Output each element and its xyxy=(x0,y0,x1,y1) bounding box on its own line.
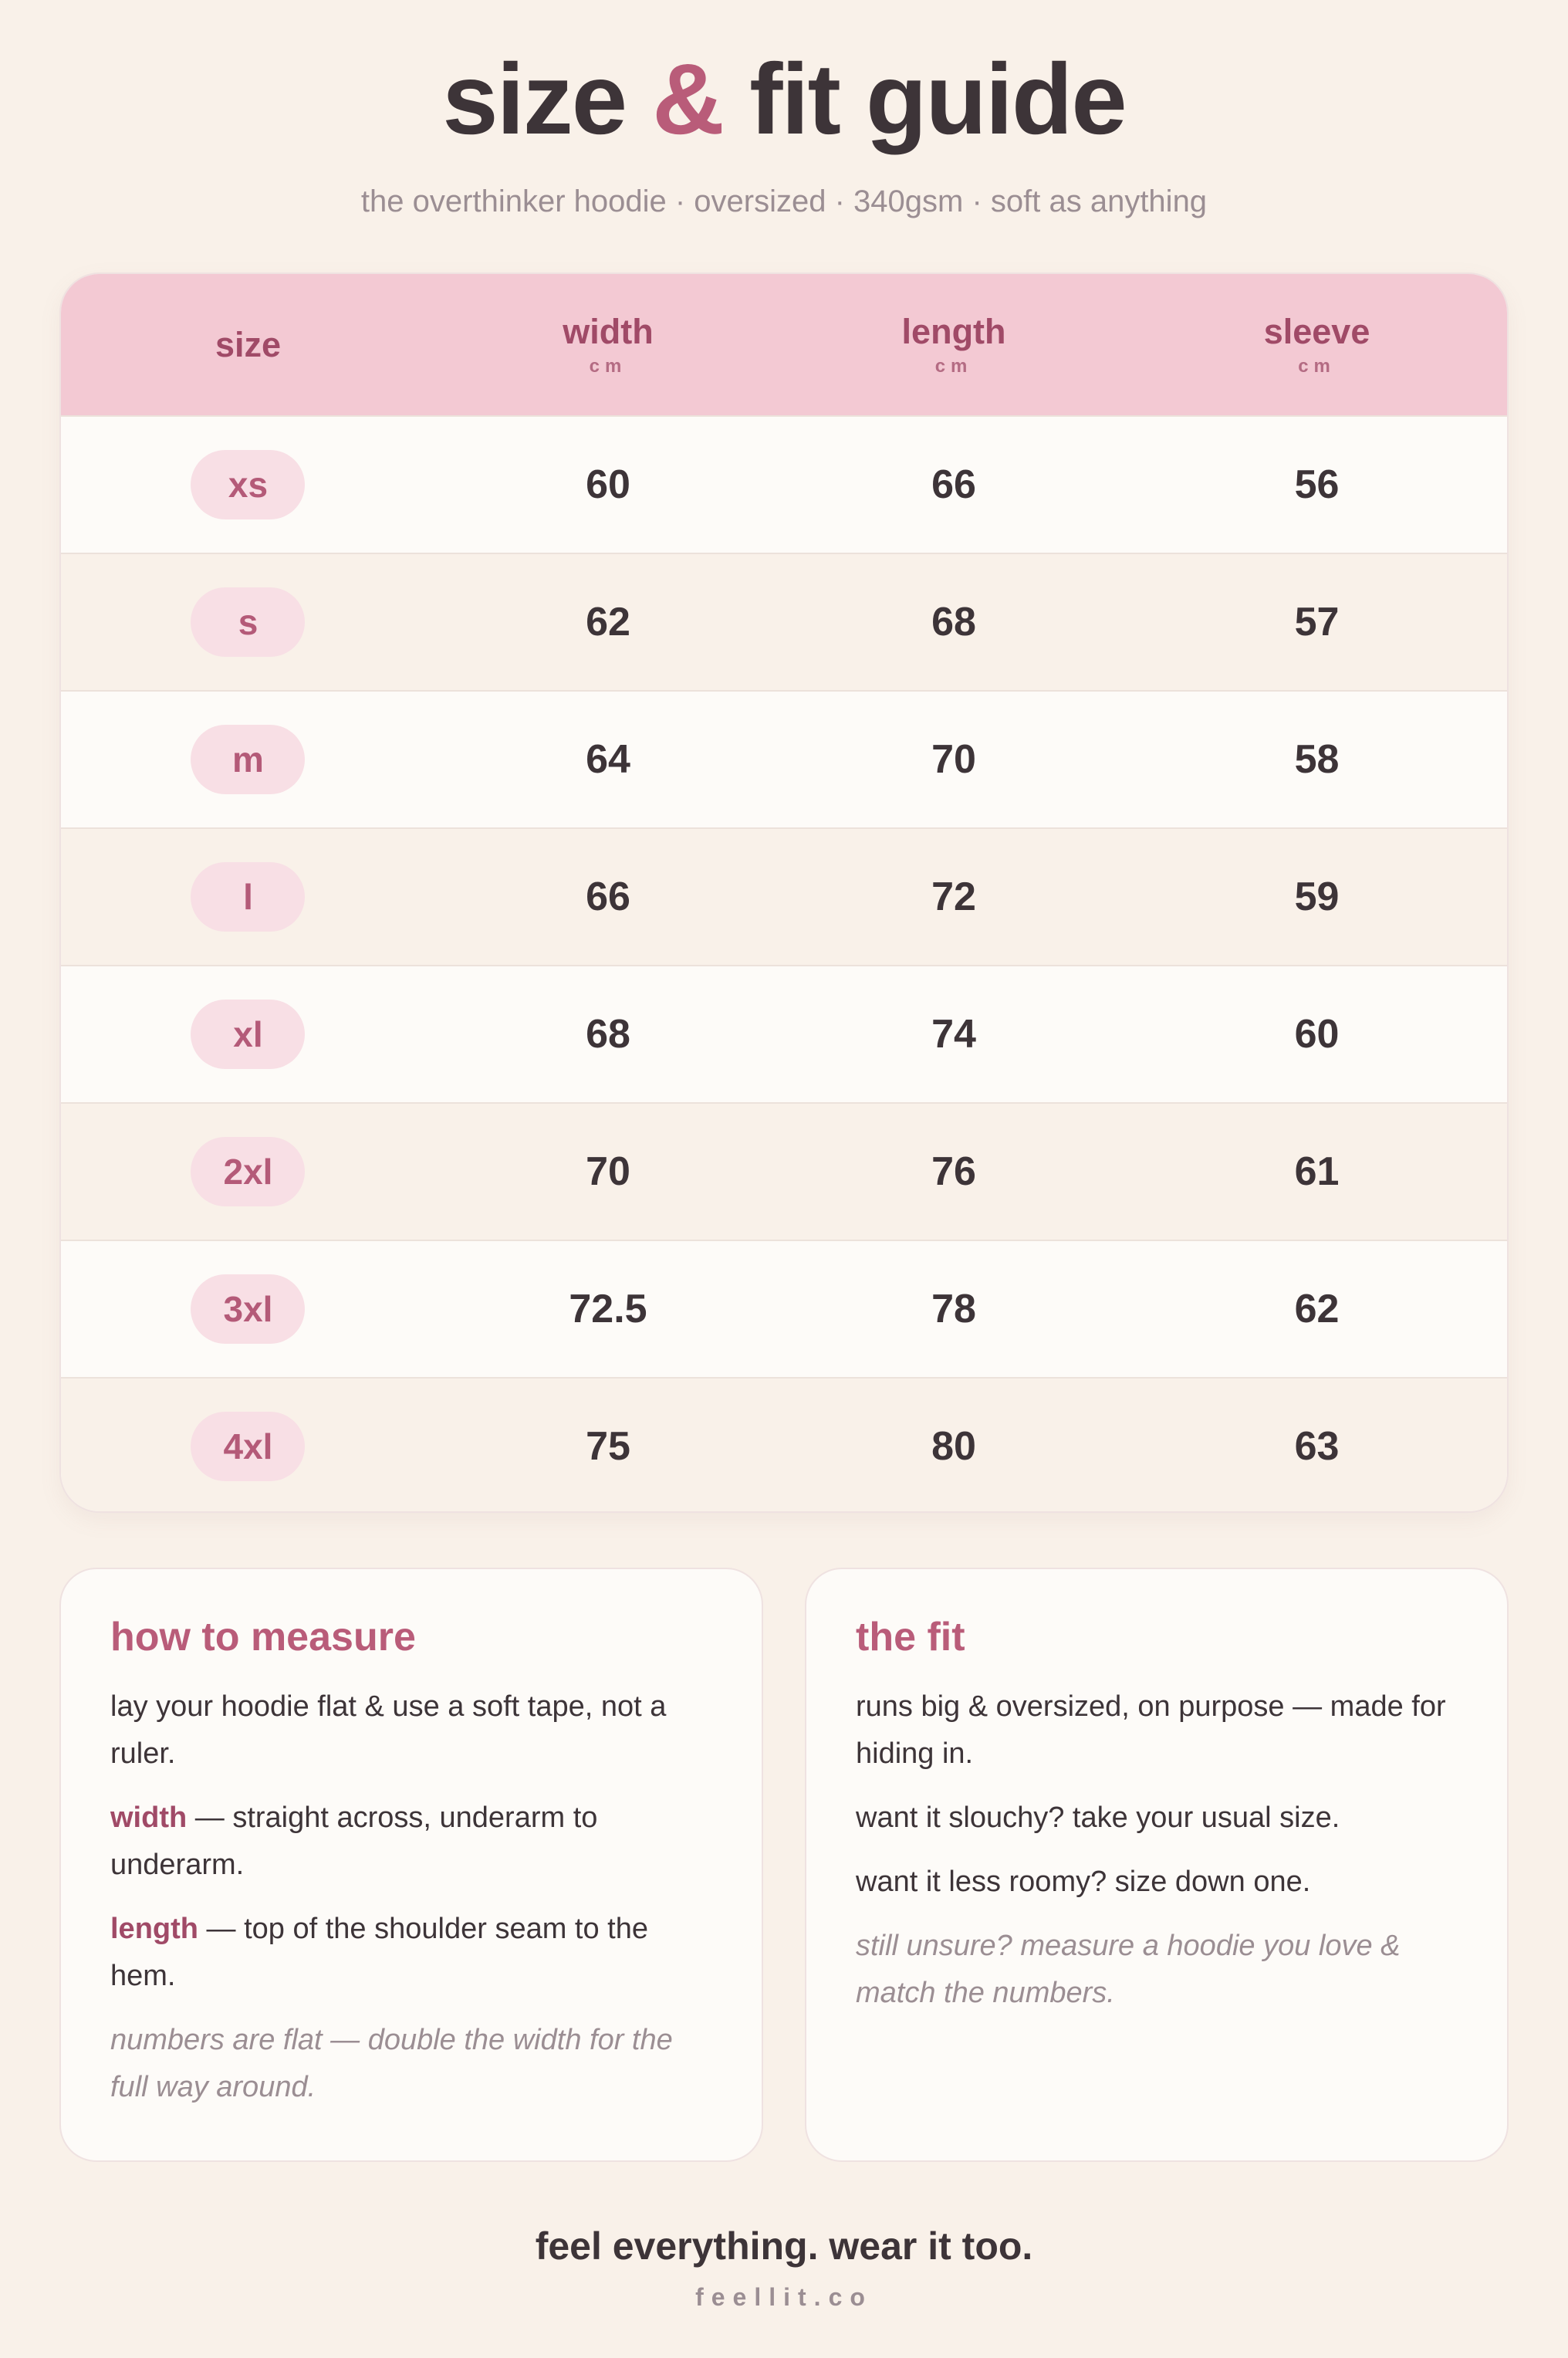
size-badge: 2xl xyxy=(191,1137,305,1206)
width-cell: 64 xyxy=(586,737,630,782)
length-cell: 80 xyxy=(931,1424,976,1469)
size-badge: xl xyxy=(191,1000,305,1069)
how-to-measure-card xyxy=(59,1568,763,2162)
width-keyword: width xyxy=(110,1801,188,1834)
sleeve-cell: 60 xyxy=(1294,1012,1340,1057)
sleeve-cell: 62 xyxy=(1294,1287,1340,1331)
size-table xyxy=(59,272,1509,1513)
column-header-label: size xyxy=(215,324,282,364)
fit-description: runs big & oversized, on purpose — made for hiding in. xyxy=(856,1690,1446,1770)
length-cell: 76 xyxy=(931,1149,976,1194)
page-header xyxy=(0,37,1568,221)
size-badge: xs xyxy=(191,450,305,519)
fit-note: still unsure? measure a hoodie you love & match the numbers. xyxy=(856,1930,1401,2009)
fit-slouchy-tip: want it slouchy? take your usual size. xyxy=(856,1801,1340,1834)
size-badge: m xyxy=(191,725,305,794)
title-ampersand: & xyxy=(652,42,724,155)
measure-width-instruction xyxy=(110,1795,712,1889)
width-cell: 75 xyxy=(586,1424,630,1469)
table-row xyxy=(61,553,1507,690)
size-badge: l xyxy=(191,862,305,932)
width-cell: 70 xyxy=(586,1149,630,1194)
title-part-1: size xyxy=(442,42,653,155)
the-fit-title: the fit xyxy=(856,1615,965,1659)
sleeve-cell: 63 xyxy=(1294,1424,1340,1469)
measure-length-instruction xyxy=(110,1906,712,2000)
sleeve-cell: 57 xyxy=(1294,600,1340,644)
measure-intro: lay your hoodie flat & use a soft tape, not a ruler. xyxy=(110,1690,667,1770)
table-row xyxy=(61,1102,1507,1240)
table-row xyxy=(61,827,1507,965)
sleeve-cell: 59 xyxy=(1294,875,1340,919)
sleeve-cell: 61 xyxy=(1294,1149,1340,1194)
column-header-unit: cm xyxy=(1298,355,1336,377)
length-instruction-text: — top of the shoulder seam to the hem. xyxy=(110,1913,648,1992)
tagline: feel everything. wear it too. xyxy=(535,2224,1033,2268)
page-title xyxy=(0,37,1568,161)
column-header-unit: cm xyxy=(934,355,973,377)
column-header-unit: cm xyxy=(589,355,627,377)
table-row xyxy=(61,690,1507,827)
size-badge: 4xl xyxy=(191,1412,305,1481)
sleeve-cell: 58 xyxy=(1294,737,1340,782)
length-cell: 72 xyxy=(931,875,976,919)
measure-note: numbers are flat — double the width for the full way around. xyxy=(110,2024,673,2103)
column-header-sleeve xyxy=(1127,312,1507,378)
width-cell: 66 xyxy=(586,875,630,919)
width-cell: 68 xyxy=(586,1012,630,1057)
length-cell: 78 xyxy=(931,1287,976,1331)
table-header-row xyxy=(61,274,1507,415)
column-header-size xyxy=(61,325,435,365)
table-row xyxy=(61,1240,1507,1377)
page-subtitle: the overthinker hoodie · oversized · 340gsm · soft as anything xyxy=(360,184,1208,218)
width-instruction-text: — straight across, underarm to underarm. xyxy=(110,1801,598,1881)
column-header-width xyxy=(435,312,781,378)
length-cell: 66 xyxy=(931,462,976,507)
sleeve-cell: 56 xyxy=(1294,462,1340,507)
column-header-length xyxy=(781,312,1127,378)
fit-size-down-tip: want it less roomy? size down one. xyxy=(856,1866,1311,1898)
length-cell: 74 xyxy=(931,1012,976,1057)
how-to-measure-title: how to measure xyxy=(110,1615,416,1659)
title-part-2: fit guide xyxy=(723,42,1126,155)
page-footer xyxy=(0,2223,1568,2312)
site-url: feellit.co xyxy=(695,2283,873,2311)
size-badge: s xyxy=(191,587,305,657)
width-cell: 60 xyxy=(586,462,630,507)
table-row xyxy=(61,1377,1507,1513)
width-cell: 72.5 xyxy=(569,1287,647,1331)
table-row xyxy=(61,965,1507,1102)
the-fit-card xyxy=(805,1568,1509,2162)
length-keyword: length xyxy=(110,1913,198,1945)
length-cell: 68 xyxy=(931,600,976,644)
table-row xyxy=(61,415,1507,553)
column-header-label: width xyxy=(563,311,654,351)
width-cell: 62 xyxy=(586,600,630,644)
column-header-label: sleeve xyxy=(1263,311,1370,351)
size-badge: 3xl xyxy=(191,1274,305,1344)
column-header-label: length xyxy=(901,311,1006,351)
length-cell: 70 xyxy=(931,737,976,782)
